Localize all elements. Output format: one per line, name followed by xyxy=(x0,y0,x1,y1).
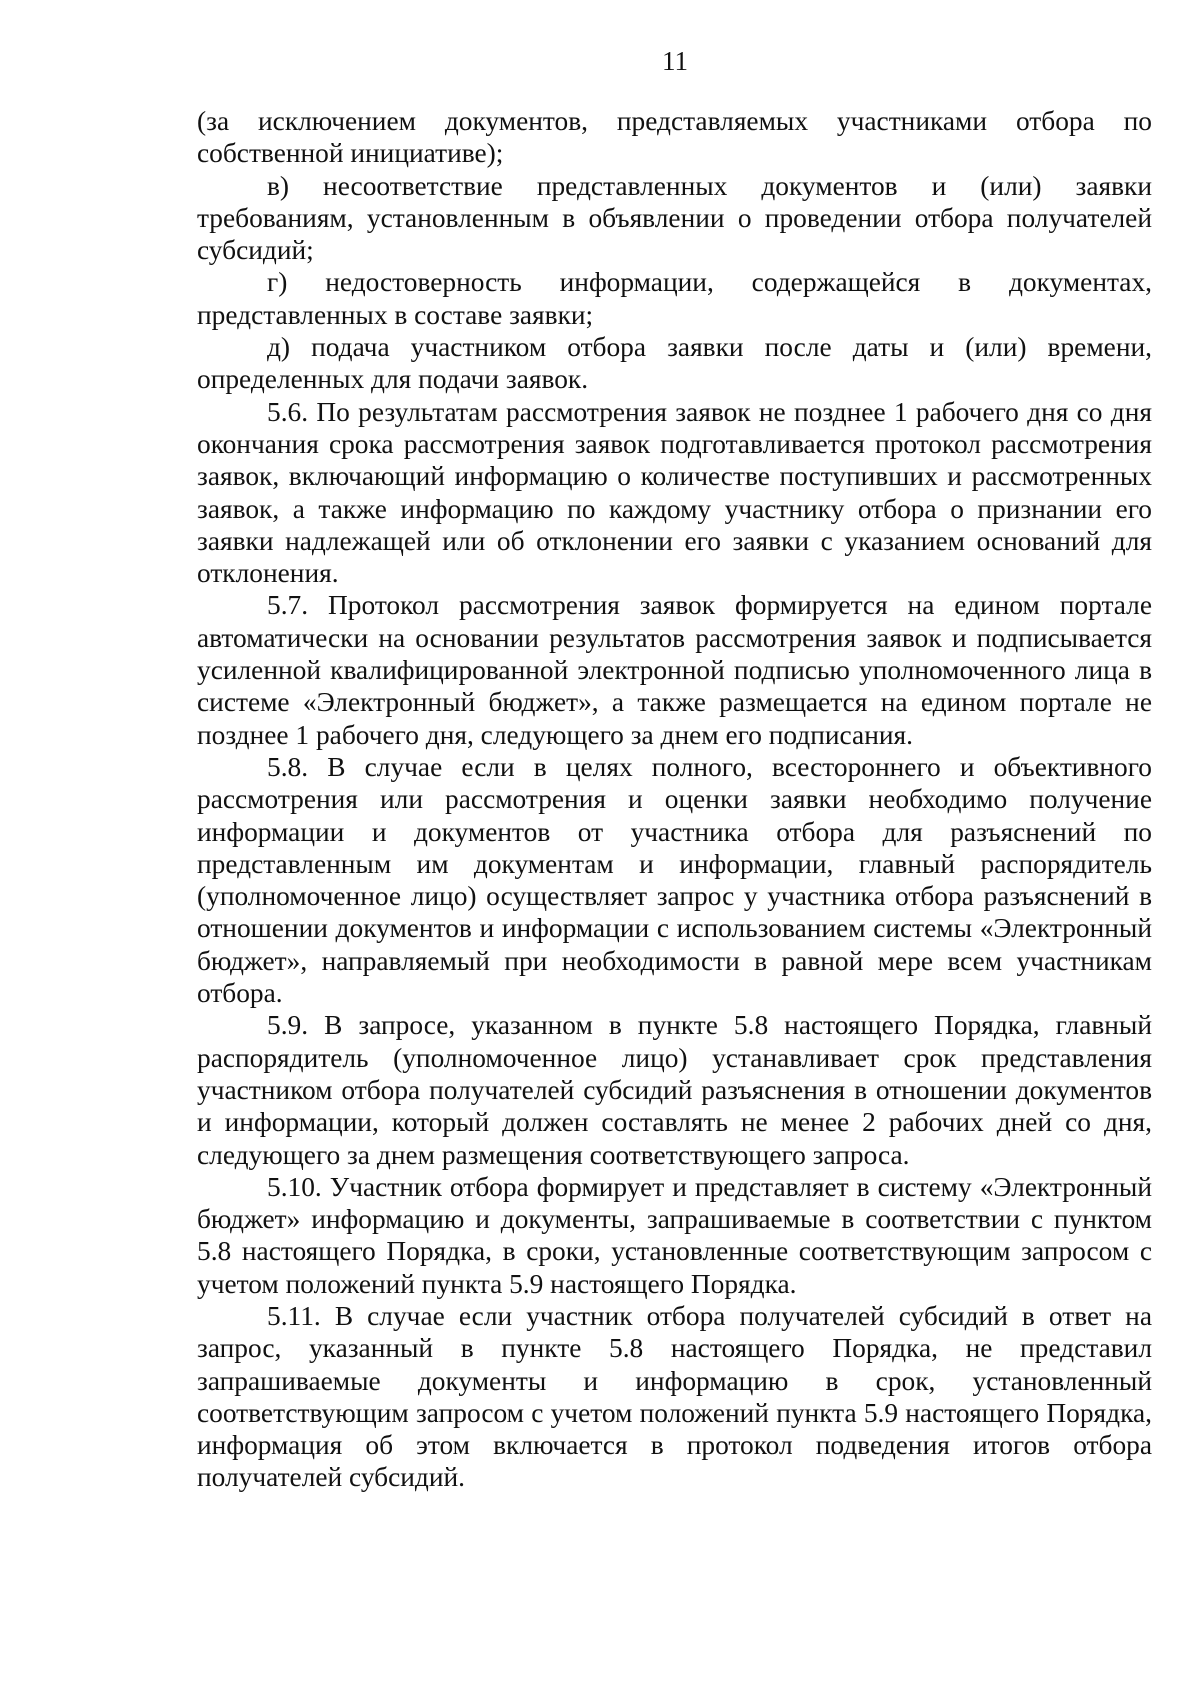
page-number: 11 xyxy=(662,46,688,76)
paragraph-5-11: 5.11. В случае если участник отбора получателей субсидий в ответ на запрос, указанный в пункте 5.8 настоящего Порядка, не представил запрашиваемые документы и информацию в срок, установленный соответствующим запросом с учетом положений пункта 5.9 настоящего Порядка, информация об этом включается в протокол подведения итогов отбора получателей субсидий. xyxy=(197,1300,1152,1493)
paragraph-5-8: 5.8. В случае если в целях полного, всестороннего и объективного рассмотрения или рассмотрения и оценки заявки необходимо получение информации и документов от участника отбора для разъяснений по представленным им документам и информации, главный распорядитель (уполномоченное лицо) осуществляет запрос у участника отбора разъяснений в отношении документов и информации с использованием системы «Электронный бюджет», направляемый при необходимости в равной мере всем участникам отбора. xyxy=(197,751,1152,1009)
paragraph-item-d: д) подача участником отбора заявки после даты и (или) времени, определенных для подачи заявок. xyxy=(197,332,1152,395)
paragraph-5-9: 5.9. В запросе, указанном в пункте 5.8 настоящего Порядка, главный распорядитель (уполномоченное лицо) устанавливает срок представления участником отбора получателей субсидий разъяснения в отношении документов и информации, который должен составлять не менее 2 рабочих дней со дня, следующего за днем размещения соответствующего запроса. xyxy=(197,1010,1152,1170)
paragraph-continuation: (за исключением документов, представляемых участниками отбора по собственной инициативе); xyxy=(197,106,1152,169)
paragraph-5-6: 5.6. По результатам рассмотрения заявок не позднее 1 рабочего дня со дня окончания срока рассмотрения заявок подготавливается протокол рассмотрения заявок, включающий информацию о количестве поступивших и рассмотренных заявок, а также информацию по каждому участнику отбора о признании его заявки надлежащей или об отклонении его заявки с указанием оснований для отклонения. xyxy=(197,396,1152,589)
paragraph-5-10: 5.10. Участник отбора формирует и представляет в систему «Электронный бюджет» информацию и документы, запрашиваемые в соответствии с пунктом 5.8 настоящего Порядка, в сроки, установленные соответствующим запросом с учетом положений пункта 5.9 настоящего Порядка. xyxy=(197,1171,1152,1299)
paragraph-item-v: в) несоответствие представленных документов и (или) заявки требованиям, установленным в объявлении о проведении отбора получателей субсидий; xyxy=(197,170,1152,266)
document-body xyxy=(197,105,1152,1494)
paragraph-5-7: 5.7. Протокол рассмотрения заявок формируется на едином портале автоматически на основании результатов рассмотрения заявок и подписывается усиленной квалифицированной электронной подписью уполномоченного лица в системе «Электронный бюджет», а также размещается на едином портале не позднее 1 рабочего дня, следующего за днем его подписания. xyxy=(197,590,1152,750)
paragraph-item-g: г) недостоверность информации, содержащейся в документах, представленных в составе заявки; xyxy=(197,267,1152,330)
